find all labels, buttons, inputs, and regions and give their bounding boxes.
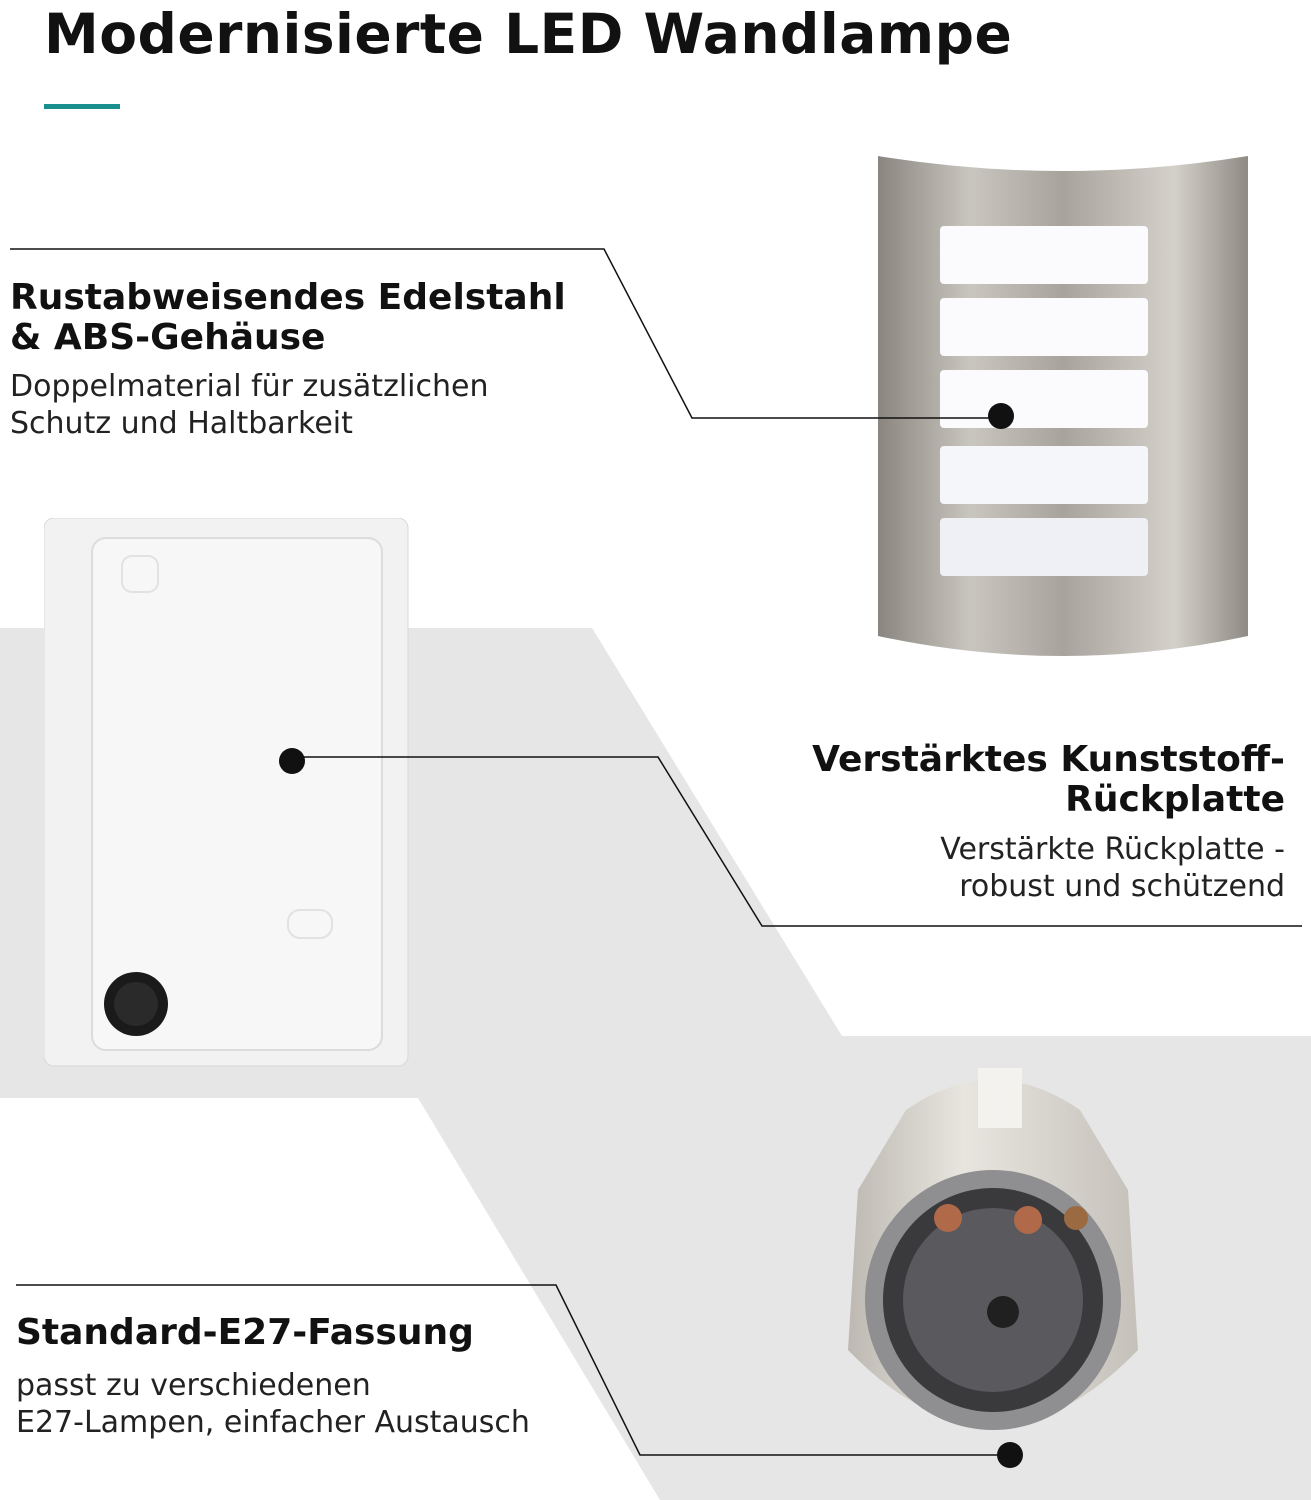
feature-backplate-heading-line2: Rückplatte — [1065, 779, 1285, 820]
feature-stainless-desc-line1: Doppelmaterial für zusätzlichen — [10, 369, 489, 404]
feature-socket-description — [16, 1367, 530, 1441]
feature-stainless-heading — [10, 278, 566, 358]
feature-backplate-description — [940, 831, 1285, 905]
feature-backplate-heading-line1: Verstärktes Kunststoff- — [812, 739, 1285, 780]
feature-backplate-heading — [812, 740, 1285, 820]
feature-socket-desc-line2: E27-Lampen, einfacher Austausch — [16, 1405, 530, 1440]
feature-stainless-desc-line2: Schutz und Haltbarkeit — [10, 406, 353, 441]
page-title: Modernisierte LED Wandlampe — [44, 2, 1013, 66]
feature-backplate-desc-line1: Verstärkte Rückplatte - — [940, 832, 1285, 867]
feature-socket-desc-line1: passt zu verschiedenen — [16, 1368, 371, 1403]
feature-stainless-heading-line1: Rustabweisendes Edelstahl — [10, 277, 566, 318]
feature-stainless-heading-line2: & ABS-Gehäuse — [10, 317, 326, 358]
feature-socket-heading — [16, 1313, 474, 1353]
feature-backplate-desc-line2: robust und schützend — [959, 869, 1285, 904]
feature-socket-heading-line1: Standard-E27-Fassung — [16, 1312, 474, 1353]
feature-stainless-description — [10, 368, 488, 442]
